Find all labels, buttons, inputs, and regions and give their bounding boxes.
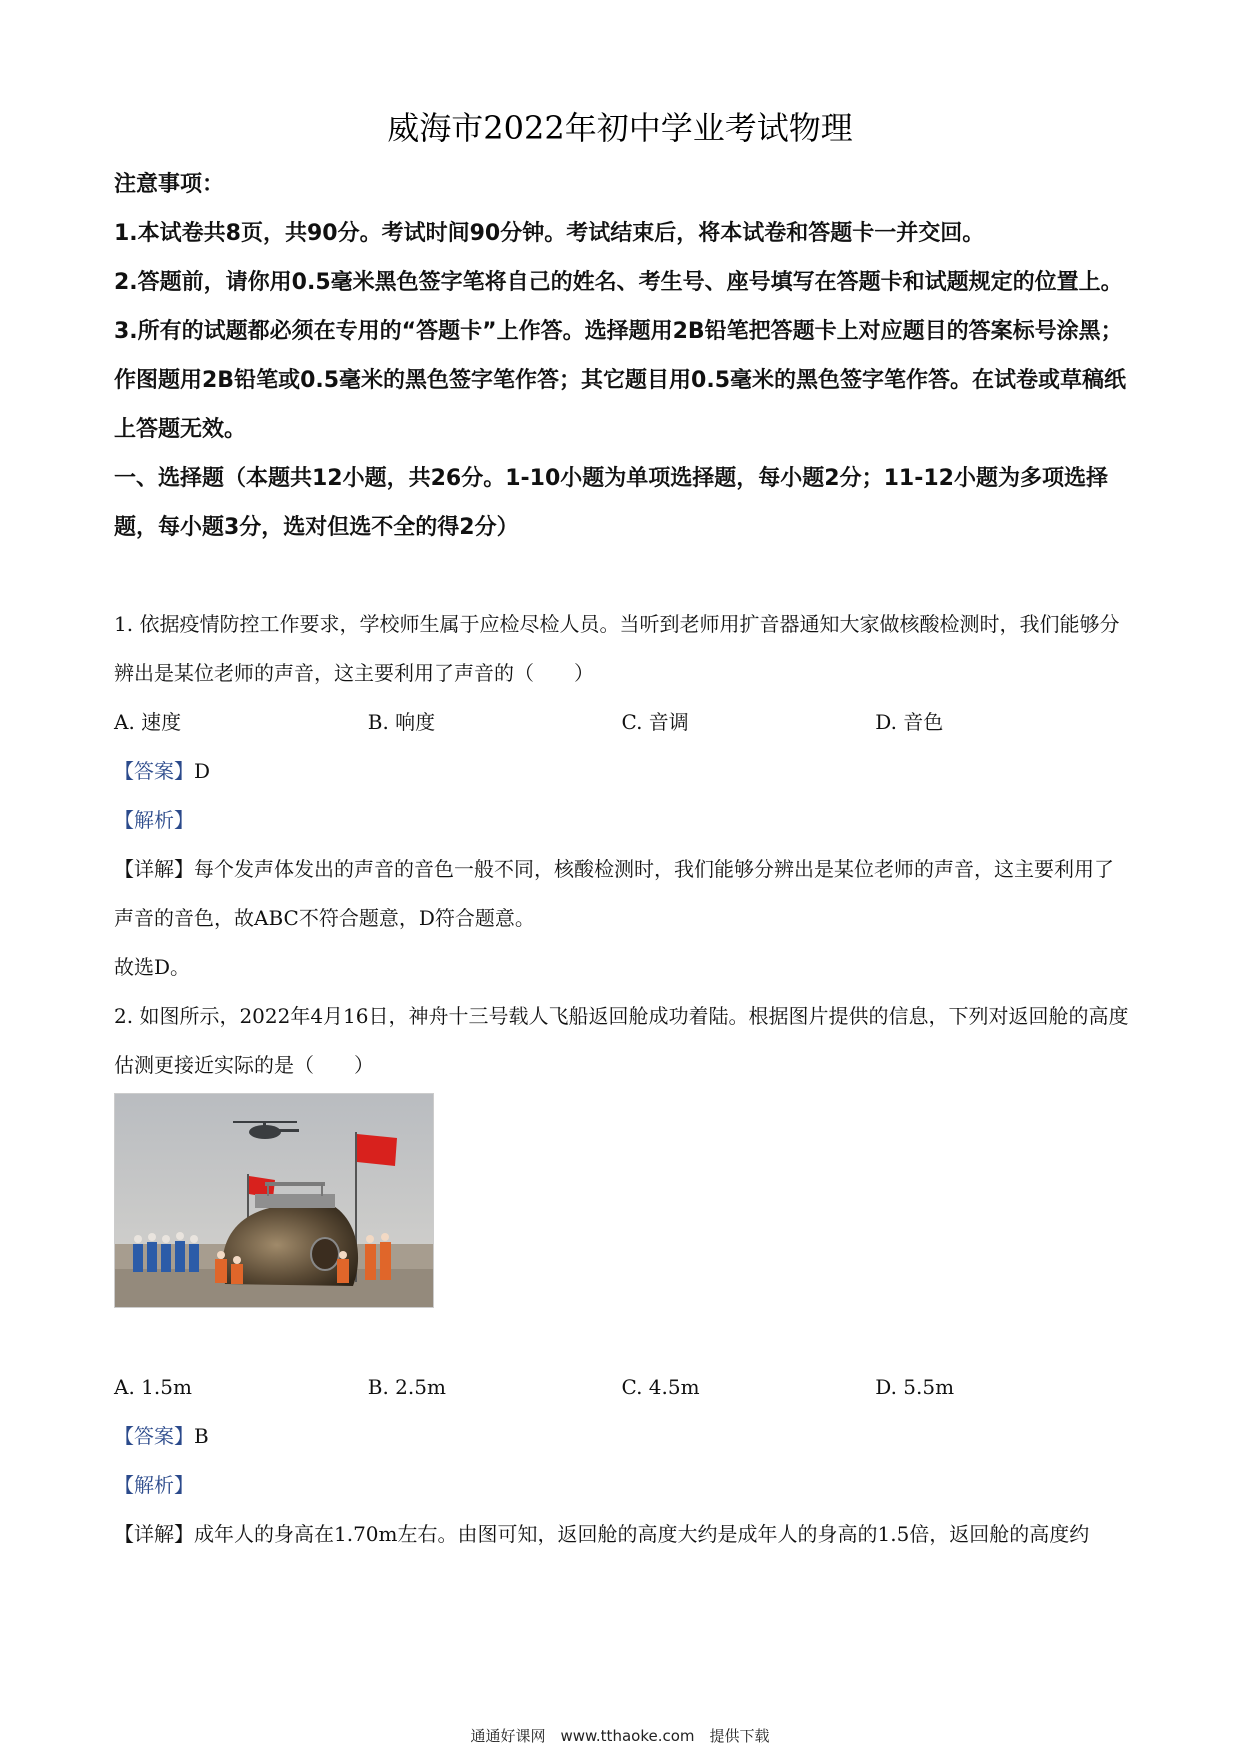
q1-analysis xyxy=(114,796,1129,845)
note-3: 3.所有的试题都必须在专用的“答题卡”上作答。选择题用2B铅笔把答题卡上对应题目的答案标号涂黑；作图题用2B铅笔或0.5毫米的黑色签字笔作答；其它题目用0.5毫米的黑色签字笔作答。在试卷或草稿纸上答题无效。 xyxy=(114,319,1127,442)
q2-option-b: B. 2.5m xyxy=(367,1375,446,1399)
q2-detail-text: 成年人的身高在1.70m左右。由图可知，返回舱的高度大约是成年人的身高的1.5倍，返回舱的高度约 xyxy=(194,1522,1090,1546)
q1-options xyxy=(114,698,1129,747)
question-2-answer xyxy=(114,1412,1129,1559)
q1-option-a: A. 速度 xyxy=(114,710,182,734)
q1-answer-value: D xyxy=(194,759,211,783)
q2-options xyxy=(114,1363,1129,1412)
capsule-landing-illustration xyxy=(115,1094,433,1307)
q1-answer xyxy=(114,747,1129,796)
q2-analysis-tag: 【解析】 xyxy=(114,1473,194,1497)
q1-conclusion: 故选D。 xyxy=(114,955,191,979)
page-title: 威海市2022年初中学业考试物理 xyxy=(387,109,853,147)
q2-answer xyxy=(114,1412,1129,1461)
return-capsule-photo xyxy=(114,1093,434,1308)
q2-answer-tag: 【答案】 xyxy=(114,1424,194,1448)
q2-option-c: C. 4.5m xyxy=(621,1375,700,1399)
q2-option-d: D. 5.5m xyxy=(875,1375,955,1399)
q1-option-b: B. 响度 xyxy=(367,710,436,734)
question-1 xyxy=(114,600,1129,1090)
q2-analysis xyxy=(114,1461,1129,1510)
q1-stem: 1. 依据疫情防控工作要求，学校师生属于应检尽检人员。当听到老师用扩音器通知大家做核酸检测时，我们能够分辨出是某位老师的声音，这主要利用了声音的（ ） xyxy=(114,612,1120,685)
q2-answer-value: B xyxy=(194,1424,209,1448)
q2-detail-tag: 【详解】 xyxy=(114,1522,194,1546)
q1-option-c: C. 音调 xyxy=(621,710,689,734)
note-2: 2.答题前，请你用0.5毫米黑色签字笔将自己的姓名、考生号、座号填写在答题卡和试题规定的位置上。 xyxy=(114,270,1123,295)
q2-stem: 2. 如图所示，2022年4月16日，神舟十三号载人飞船返回舱成功着陆。根据图片提供的信息，下列对返回舱的高度估测更接近实际的是（ ） xyxy=(114,1004,1129,1077)
q1-detail-text: 每个发声体发出的声音的音色一般不同，核酸检测时，我们能够分辨出是某位老师的声音，这主要利用了声音的音色，故ABC不符合题意，D符合题意。 xyxy=(114,857,1114,930)
q1-answer-tag: 【答案】 xyxy=(114,759,194,783)
page-footer: 通通好课网 www.tthaoke.com 提供下载 xyxy=(470,1727,770,1745)
q1-detail-tag: 【详解】 xyxy=(114,857,194,881)
q1-analysis-tag: 【解析】 xyxy=(114,808,194,832)
q2-option-a: A. 1.5m xyxy=(114,1375,192,1399)
note-1: 1.本试卷共8页，共90分。考试时间90分钟。考试结束后，将本试卷和答题卡一并交回。 xyxy=(114,221,985,246)
q1-option-d: D. 音色 xyxy=(875,710,944,734)
q1-detail xyxy=(114,845,1129,943)
exam-notes xyxy=(114,160,1129,552)
section-heading: 一、选择题（本题共12小题，共26分。1-10小题为单项选择题，每小题2分；11-12小题为多项选择题，每小题3分，选对但选不全的得2分） xyxy=(114,466,1108,540)
q2-detail xyxy=(114,1510,1129,1559)
notes-heading: 注意事项： xyxy=(114,172,225,197)
